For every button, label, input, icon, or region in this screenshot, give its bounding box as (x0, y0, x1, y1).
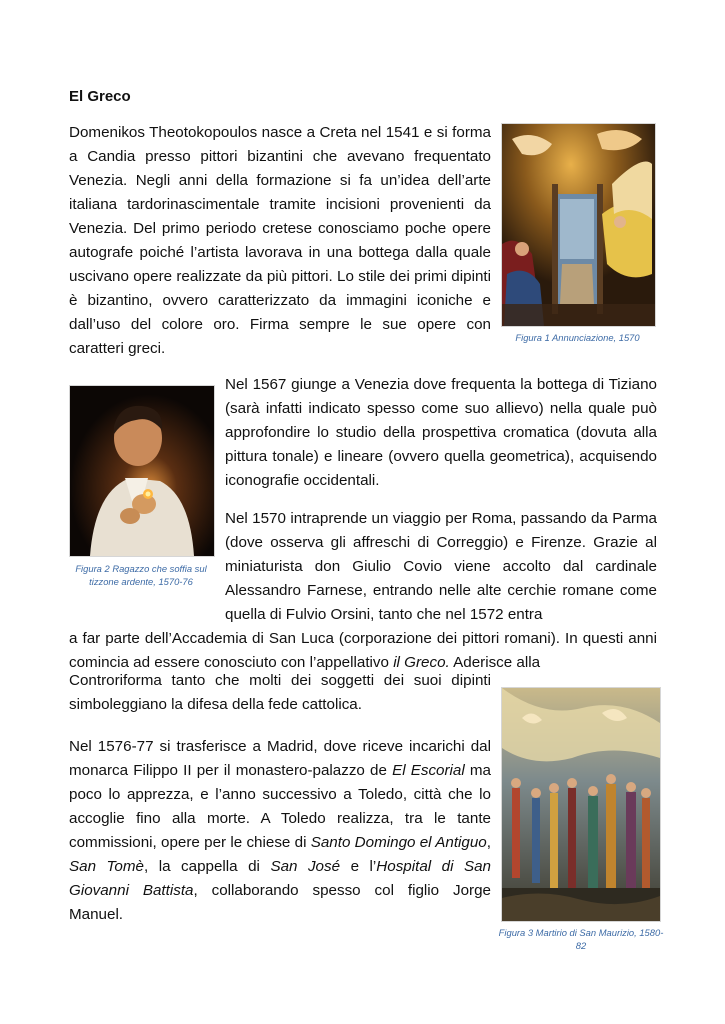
boy-blowing-ember-painting-image (69, 385, 215, 557)
il-greco-italic: il Greco. (393, 654, 450, 671)
annunciation-painting-image (501, 123, 656, 327)
paragraph-counter-reformation: Controriforma tanto che molti dei soggetti dei suoi dipinti simboleggiano la difesa della fede cattolica. (69, 672, 491, 713)
paragraph-rome-part2: a far parte dell’Accademia di San Luca (corporazione dei pittori romani). In questi anni comincia ad essere conosciuto con l’appellativo il Greco. Aderisce alla (69, 630, 657, 671)
paragraph-rome-part1: Nel 1570 intraprende un viaggio per Roma, passando da Parma (dove osserva gli affreschi di Correggio) e Firenze. Grazie al miniaturista don Giulio Covio viene accolto dal cardinale Alessandro Farnese, entrando nelle alte cerchie romane come quella di Fulvio Orsini, tanto che nel 1572 entra (225, 510, 657, 623)
martyrdom-saint-maurice-painting-image (501, 687, 661, 922)
paragraph-venice: Nel 1567 giunge a Venezia dove frequenta la bottega di Tiziano (sarà infatti indicato spesso come suo allievo) nella quale può approfondire lo studio della prospettiva cromatica (dovuta alla pittura tonale) e lineare (ovvero quella geometrica), acquisendo iconografie occidentali. (225, 376, 657, 489)
figure-2-caption: Figura 2 Ragazzo che soffia sul tizzone ardente, 1570-76 (75, 563, 207, 587)
paragraph-intro: Domenikos Theotokopoulos nasce a Creta nel 1541 e si forma a Candia presso pittori bizantini che avevano frequentato Venezia. Negli anni della formazione si fa un’idea dell’arte italiana tardorinascimentale tramite incisioni provenienti da Venezia. Del primo periodo cretese conosciamo poche opere autografe poiché l’artista lavorava in una bottega dalla quale uscivano opere realizzate da più pittori. Lo stile dei primi dipinti è bizantino, ovvero caratterizzato da immagini iconiche e dall’uso del colore oro. Firma sempre le sue opere con caratteri greci. (69, 124, 491, 357)
figure-3-caption: Figura 3 Martirio di San Maurizio, 1580-82 (498, 927, 664, 951)
article-title: El Greco (69, 88, 131, 105)
paragraph-madrid-toledo: Nel 1576-77 si trasferisce a Madrid, dove riceve incarichi dal monarca Filippo II per il monastero-palazzo de El Escorial ma poco lo apprezza, e l’anno successivo a Toledo, città che lo accoglie fino alla morte. A Toledo realizza, tra le tante commissioni, opere per le chiese di Santo Domingo el Antiguo, San Tomè, la cappella di San José e l’Hospital di San Giovanni Battista, collaborando spesso col figlio Jorge Manuel. (69, 738, 492, 923)
figure-1-caption: Figura 1 Annunciazione, 1570 (515, 332, 640, 343)
